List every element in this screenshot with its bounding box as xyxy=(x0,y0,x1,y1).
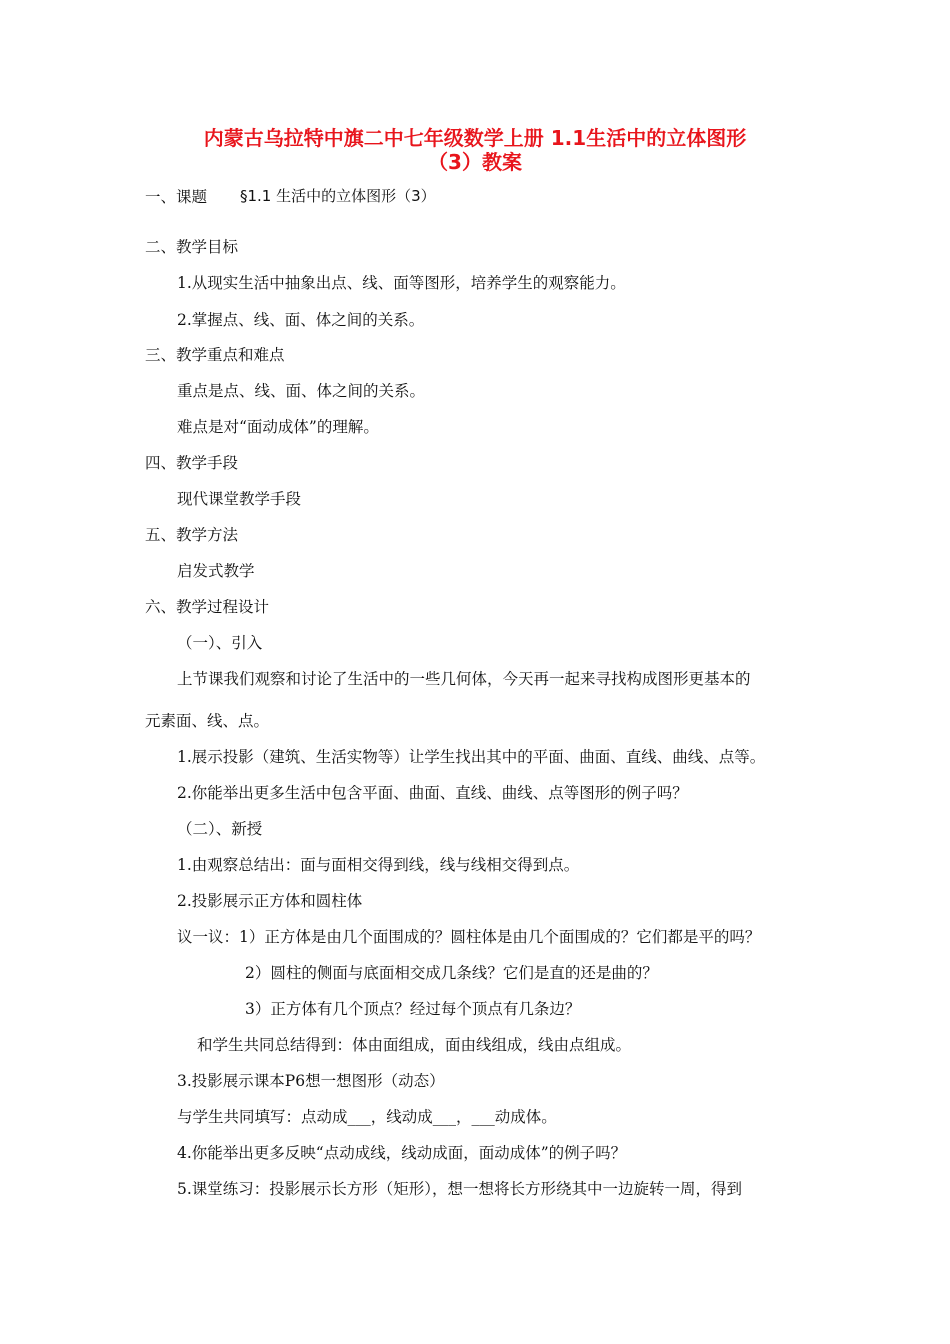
section-3-label: 三、教学重点和难点 xyxy=(145,346,285,364)
teaching-method: 启发式教学 xyxy=(177,562,255,580)
teaching-means: 现代课堂教学手段 xyxy=(177,490,302,508)
step-1: 1.展示投影（建筑、生活实物等）让学生找出其中的平面、曲面、直线、曲线、点等。 xyxy=(177,748,766,766)
goal-2: 2.掌握点、线、面、体之间的关系。 xyxy=(177,311,425,329)
step-2: 2.你能举出更多生活中包含平面、曲面、直线、曲线、点等图形的例子吗？ xyxy=(177,784,688,802)
part-2-label: （二）、新授 xyxy=(177,820,263,838)
section-4-label: 四、教学手段 xyxy=(145,454,239,472)
key-point: 重点是点、线、面、体之间的关系。 xyxy=(177,382,426,400)
lesson-subtitle: §1.1 生活中的立体图形（3） xyxy=(240,187,436,205)
section-6-label: 六、教学过程设计 xyxy=(145,598,270,616)
intro-line-2: 元素面、线、点。 xyxy=(145,712,270,730)
section-1-label: 一、课题 xyxy=(145,188,208,206)
summary: 和学生共同总结得到：体由面组成，面由线组成，线由点组成。 xyxy=(197,1036,632,1054)
part-1-label: （一）、引入 xyxy=(177,634,263,652)
section-5-label: 五、教学方法 xyxy=(145,526,239,544)
document-title-line2: （3）教案 xyxy=(428,150,522,174)
new-1: 1.由观察总结出：面与面相交得到线，线与线相交得到点。 xyxy=(177,856,580,874)
discuss-1: 议一议：1）正方体是由几个面围成的？圆柱体是由几个面围成的？它们都是平的吗？ xyxy=(177,928,761,946)
intro-line-1: 上节课我们观察和讨论了生活中的一些几何体，今天再一起来寻找构成图形更基本的 xyxy=(177,670,751,688)
goal-1: 1.从现实生活中抽象出点、线、面等图形，培养学生的观察能力。 xyxy=(177,274,626,292)
new-5: 5.课堂练习：投影展示长方形（矩形），想一想将长方形绕其中一边旋转一周，得到 xyxy=(177,1180,743,1198)
discuss-2: 2）圆柱的侧面与底面相交成几条线？它们是直的还是曲的？ xyxy=(245,964,658,982)
new-3: 3.投影展示课本P6想一想图形（动态） xyxy=(177,1072,445,1090)
discuss-3: 3）正方体有几个顶点？经过每个顶点有几条边？ xyxy=(245,1000,581,1018)
new-4: 4.你能举出更多反映“点动成线，线动成面，面动成体”的例子吗？ xyxy=(177,1144,627,1162)
new-2: 2.投影展示正方体和圆柱体 xyxy=(177,892,363,910)
difficult-point: 难点是对“面动成体”的理解。 xyxy=(177,418,379,436)
fill-in-blank: 与学生共同填写：点动成___，线动成___，___动成体。 xyxy=(177,1108,557,1126)
document-title-line1: 内蒙古乌拉特中旗二中七年级数学上册 1.1生活中的立体图形 xyxy=(203,126,747,150)
section-2-label: 二、教学目标 xyxy=(145,238,239,256)
